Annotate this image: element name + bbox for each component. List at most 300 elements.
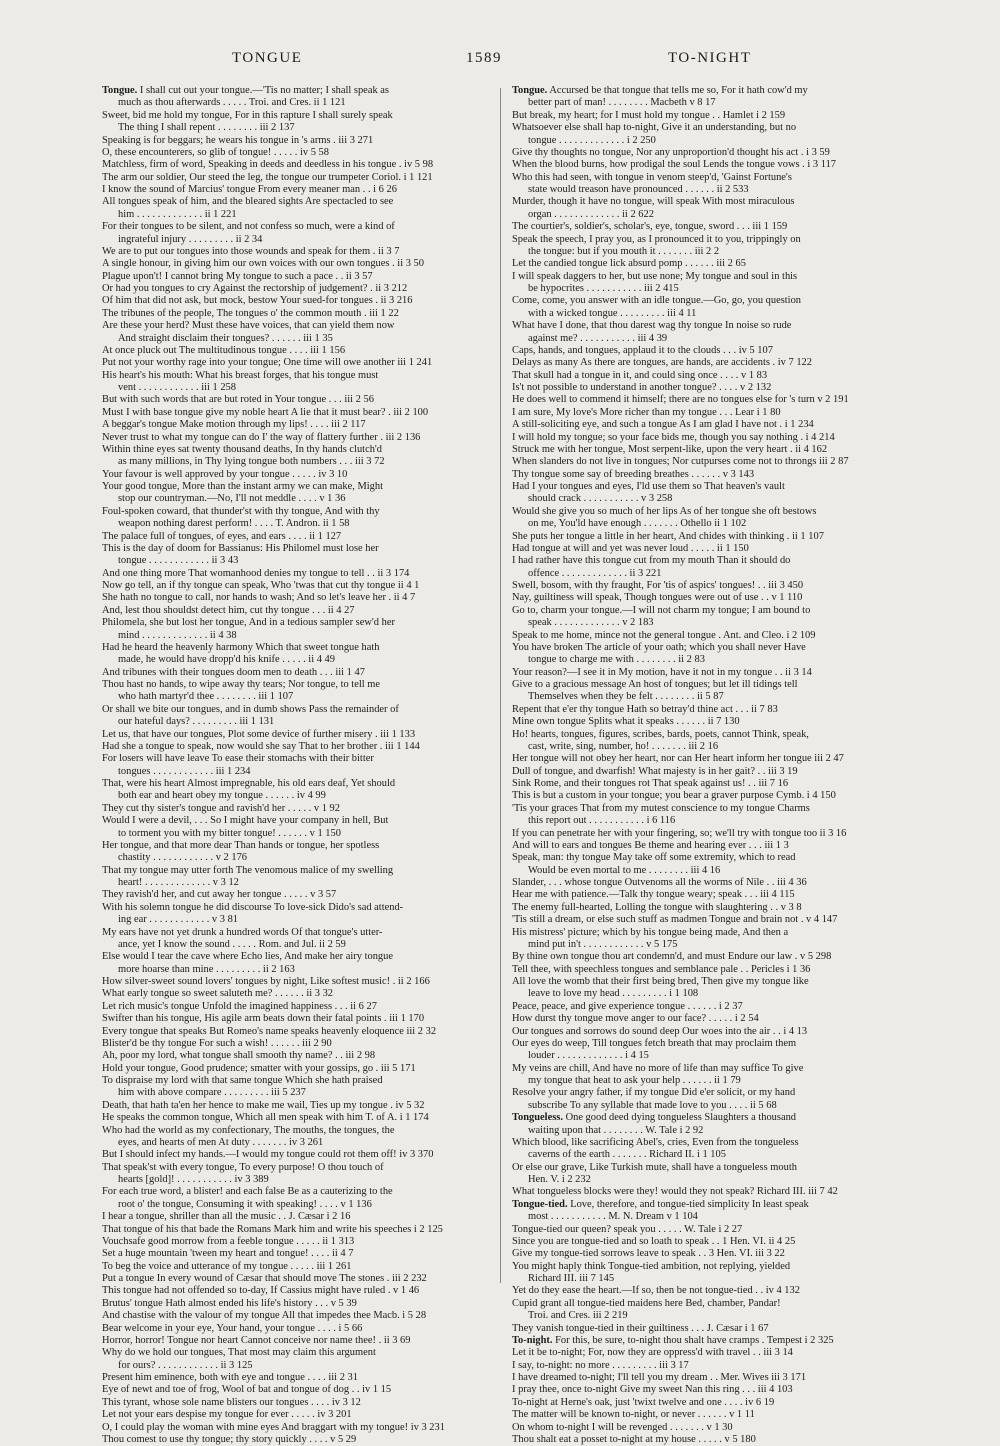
quotation-text: Struck me with her tongue, Most serpent-like, upon the very heart . ii 4 162 — [512, 443, 828, 455]
entry-line — [512, 766, 897, 778]
entry-line — [102, 1149, 487, 1161]
entry-line — [102, 1026, 487, 1038]
quotation-text: O, these encounterers, so glib of tongue! . . . . . iv 5 58 — [102, 146, 329, 158]
quotation-text: And straight disclaim their tongues? . . . . . . iii 1 35 — [118, 332, 333, 344]
entry-line — [512, 1323, 897, 1335]
quotation-text: Swifter than his tongue, His agile arm beats down their fatal points . iii 1 170 — [102, 1013, 425, 1025]
entry-line — [512, 1186, 897, 1198]
quotation-text: Give my tongue-tied sorrows leave to speak . . 3 Hen. VI. iii 3 22 — [512, 1248, 785, 1260]
entry-line — [102, 1137, 487, 1149]
entry-line — [102, 518, 487, 530]
entry-line — [512, 345, 897, 357]
entry-line — [512, 877, 897, 889]
quotation-text: Would I were a devil, . . . So I might have your company in hell, But — [102, 815, 389, 827]
quotation-text: Bear welcome in your eye, Your hand, your tongue . . . . i 5 66 — [102, 1322, 363, 1334]
quotation-text: Delays as many As there are tongues, are hands, are accidents . iv 7 122 — [512, 357, 812, 369]
quotation-text: Now go tell, an if thy tongue can speak, Who 'twas that cut thy tongue ii 4 1 — [102, 580, 420, 591]
entry-line — [102, 1372, 487, 1384]
quotation-text: Love, therefore, and tongue-tied simplicity In least speak — [570, 1198, 809, 1210]
quotation-text: tongue . . . . . . . . . . . . ii 3 43 — [118, 555, 239, 567]
quotation-text: The enemy full-hearted, Lolling the tongue with slaughtering . . v 3 8 — [512, 901, 802, 913]
entry-line — [102, 1261, 487, 1273]
quotation-text: Present him eminence, both with eye and tongue . . . . iii 2 31 — [102, 1372, 358, 1383]
quotation-text: Which blood, like sacrificing Abel's, cries, Even from the tongueless — [512, 1136, 799, 1148]
quotation-text: 'Tis still a dream, or else such stuff as madmen Tongue and brain not . v 4 147 — [512, 914, 838, 926]
headword: Tongue. — [512, 85, 548, 96]
quotation-text: That skull had a tongue in it, and could sing once . . . . v 1 83 — [512, 369, 768, 381]
entry-headword-line — [512, 1112, 897, 1124]
entry-line — [512, 1360, 897, 1372]
entry-line — [102, 1013, 487, 1025]
entry-line — [512, 1285, 897, 1297]
entry-line — [512, 642, 897, 654]
entry-line — [512, 1137, 897, 1149]
quotation-text: Had she a tongue to speak, now would she say That to her brother . iii 1 144 — [102, 740, 420, 752]
quotation-text: Give thy thoughts no tongue, Nor any unproportion'd thought his act . i 3 59 — [512, 146, 830, 158]
entry-line — [512, 147, 897, 159]
quotation-text: You have broken The article of your oath; which you shall never Have — [512, 641, 806, 653]
quotation-text: When slanders do not live in tongues; Nor cutpurses come not to throngs iii 2 87 — [512, 456, 849, 468]
quotation-text: made, he would have dropp'd his knife . . . . . ii 4 49 — [118, 654, 335, 666]
quotation-text: We are to put our tongues into those wounds and speak for them . ii 3 7 — [102, 245, 400, 257]
entry-line — [102, 1186, 487, 1198]
entry-line — [102, 543, 487, 555]
quotation-text: How durst thy tongue move anger to our face? . . . . . i 2 54 — [512, 1013, 759, 1025]
entry-line — [102, 345, 487, 357]
quotation-text: as many millions, in Thy lying tongue both numbers . . . iii 3 72 — [118, 456, 385, 468]
quotation-text: tongue . . . . . . . . . . . . . i 2 250 — [528, 134, 656, 146]
quotation-text: subscribe To any syllable that made love to you . . . . ii 5 68 — [528, 1099, 777, 1111]
quotation-text: Thou comest to use thy tongue; thy story quickly . . . . v 5 29 — [102, 1433, 357, 1445]
entry-line — [102, 382, 487, 394]
quotation-text: I say, to-night: no more . . . . . . . . . iii 3 17 — [512, 1359, 689, 1371]
entry-line — [102, 159, 487, 171]
entry-line — [102, 902, 487, 914]
entry-line — [512, 927, 897, 939]
entry-line — [102, 295, 487, 307]
entry-line — [102, 283, 487, 295]
entry-line — [512, 1310, 897, 1322]
quotation-text: For each true word, a blister! and each false Be as a cauterizing to the — [102, 1186, 393, 1198]
entry-line — [102, 1162, 487, 1174]
entry-line — [512, 1063, 897, 1075]
quotation-text: tongue to charge me with . . . . . . . . ii 2 83 — [528, 654, 705, 666]
quotation-text: And, lest thou shouldst detect him, cut thy tongue . . . ii 4 27 — [102, 604, 355, 616]
entry-line — [102, 617, 487, 629]
entry-line — [512, 246, 897, 258]
entry-line — [102, 308, 487, 320]
quotation-text: By thine own tongue thou art condemn'd, and must Endure our law . v 5 298 — [512, 951, 832, 963]
quotation-text: him with above compare . . . . . . . . . iii 5 237 — [118, 1087, 306, 1099]
entry-line — [102, 741, 487, 753]
quotation-text: Yet do they ease the heart.—If so, then be not tongue-tied . . iv 4 132 — [512, 1285, 800, 1297]
quotation-text: What have I done, that thou darest wag thy tongue In noise so rude — [512, 320, 792, 332]
quotation-text: I hear a tongue, shriller than all the music . . J. Cæsar i 2 16 — [102, 1211, 351, 1223]
quotation-text: The courtier's, soldier's, scholar's, eye, tongue, sword . . . iii 1 159 — [512, 221, 788, 233]
quotation-text: Let the candied tongue lick absurd pomp . . . . . . iii 2 65 — [512, 258, 746, 270]
quotation-text: cast, write, sing, number, ho! . . . . . . . iii 2 16 — [528, 740, 719, 752]
quotation-text: They cut thy sister's tongue and ravish'd her . . . . . v 1 92 — [102, 802, 340, 814]
quotation-text: If you can penetrate her with your fingering, so; we'll try with tongue too ii 3 16 — [512, 827, 847, 839]
quotation-text: stop our countryman.—No, I'll not meddle . . . . v 1 36 — [118, 493, 346, 505]
quotation-text: Eye of newt and toe of frog, Wool of bat and tongue of dog . . iv 1 15 — [102, 1384, 392, 1396]
quotation-text: Foul-spoken coward, that thunder'st with thy tongue, And with thy — [102, 505, 380, 517]
quotation-text: Hen. V. i 2 232 — [528, 1174, 591, 1185]
entry-line — [102, 221, 487, 233]
left-column — [102, 85, 487, 1446]
entry-line — [512, 135, 897, 147]
entry-line — [102, 1409, 487, 1421]
running-head-left: TONGUE — [232, 50, 303, 66]
entry-line — [102, 877, 487, 889]
quotation-text: much as thou afterwards . . . . . Troi. and Cres. ii 1 121 — [118, 97, 346, 109]
entry-line — [512, 1050, 897, 1062]
entry-line — [512, 803, 897, 815]
quotation-text: Blister'd be thy tongue For such a wish! . . . . . . iii 2 90 — [102, 1037, 332, 1049]
entry-line — [512, 506, 897, 518]
quotation-text: That speak'st with every tongue, To every purpose! O thou touch of — [102, 1161, 384, 1173]
headword: Tongue-tied. — [512, 1198, 568, 1210]
entry-line — [102, 580, 487, 592]
entry-line — [512, 1372, 897, 1384]
entry-line — [102, 704, 487, 716]
quotation-text: Your reason?—I see it in My motion, have it not in my tongue . . ii 3 14 — [512, 666, 812, 678]
entry-line — [102, 97, 487, 109]
entry-line — [512, 258, 897, 270]
entry-line — [512, 951, 897, 963]
quotation-text: My ears have not yet drunk a hundred words Of that tongue's utter- — [102, 926, 383, 938]
quotation-text: I am sure, My love's More richer than my tongue . . . Lear i 1 80 — [512, 406, 781, 418]
quotation-text: more hoarse than mine . . . . . . . . . ii 2 163 — [118, 963, 295, 975]
entry-line — [512, 815, 897, 827]
quotation-text: Themselves when they be felt . . . . . . . . ii 5 87 — [528, 691, 724, 703]
entry-line — [102, 889, 487, 901]
quotation-text: Must I with base tongue give my noble heart A lie that it must bear? . iii 2 100 — [102, 406, 429, 418]
quotation-text: Richard III. iii 7 145 — [528, 1273, 615, 1284]
quotation-text: Mine own tongue Splits what it speaks . . . . . . ii 7 130 — [512, 716, 740, 728]
entry-line — [102, 964, 487, 976]
entry-line — [512, 1026, 897, 1038]
running-head-right: TO-NIGHT — [668, 50, 752, 66]
entry-line — [512, 889, 897, 901]
quotation-text: Come, come, you answer with an idle tongue.—Go, go, you question — [512, 295, 802, 307]
entry-line — [102, 1248, 487, 1260]
entry-line — [102, 667, 487, 679]
entry-line — [512, 1125, 897, 1137]
quotation-text: His mistress' picture; which by his tongue being made, And then a — [512, 926, 789, 938]
quotation-text: Our eyes do weep, Till tongues fetch breath that may proclaim them — [512, 1037, 797, 1049]
entry-line — [102, 135, 487, 147]
quotation-text: Troi. and Cres. iii 2 219 — [528, 1310, 628, 1322]
quotation-text: To dispraise my lord with that same tongue Which she hath praised — [102, 1075, 383, 1086]
quotation-text: And one thing more That womanhood denies my tongue to tell . . ii 3 174 — [102, 567, 410, 579]
entry-line — [102, 1273, 487, 1285]
quotation-text: to torment you with my bitter tongue! . . . . . . v 1 150 — [118, 827, 341, 839]
quotation-text: One good deed dying tongueless Slaughters a thousand — [565, 1112, 797, 1124]
quotation-text: waiting upon that . . . . . . . . W. Tale i 2 92 — [528, 1124, 704, 1136]
entry-line — [102, 716, 487, 728]
quotation-text: chastity . . . . . . . . . . . . v 2 176 — [118, 852, 248, 864]
quotation-text: Put a tongue In every wound of Cæsar that should move The stones . iii 2 232 — [102, 1273, 427, 1284]
quotation-text: Whatsoever else shall hap to-night, Give it an understanding, but no — [512, 122, 797, 134]
quotation-text: Let not your ears despise my tongue for ever . . . . . iv 3 201 — [102, 1409, 352, 1421]
entry-line — [512, 394, 897, 406]
quotation-text: The thing I shall repent . . . . . . . . iii 2 137 — [118, 122, 295, 134]
entry-line — [512, 605, 897, 617]
quotation-text: Sink Rome, and their tongues rot That speak against us! . . iii 7 16 — [512, 778, 789, 789]
quotation-text: This is but a custom in your tongue; you bear a graver purpose Cymb. i 4 150 — [512, 790, 836, 802]
entry-line — [512, 110, 897, 122]
entry-line — [512, 988, 897, 1000]
quotation-text: Else would I tear the cave where Echo lies, And make her airy tongue — [102, 951, 393, 963]
entry-line — [102, 1236, 487, 1248]
quotation-text: That, were his heart Almost impregnable, his old ears deaf, Yet should — [102, 778, 396, 789]
quotation-text: eyes, and hearts of men At duty . . . . . . . iv 3 261 — [118, 1136, 324, 1148]
entry-line — [512, 914, 897, 926]
quotation-text: How silver-sweet sound lovers' tongues by night, Like softest music! . ii 2 166 — [102, 976, 430, 987]
quotation-text: I will hold my tongue; so your face bids me, though you say nothing . i 4 214 — [512, 431, 835, 443]
entry-line — [512, 1174, 897, 1186]
entry-line — [102, 1360, 487, 1372]
quotation-text: Murder, though it have no tongue, will speak With most miraculous — [512, 196, 795, 208]
quotation-text: ance, yet I know the sound . . . . . Rom. and Jul. ii 2 59 — [118, 938, 346, 950]
entry-line — [102, 1112, 487, 1124]
entry-line — [102, 1323, 487, 1335]
quotation-text: Never trust to what my tongue can do I' the way of flattery further . iii 2 136 — [102, 431, 421, 443]
entry-line — [512, 741, 897, 753]
quotation-text: ingrateful injury . . . . . . . . . ii 2 34 — [118, 233, 263, 245]
entry-line — [102, 432, 487, 444]
entry-line — [102, 840, 487, 852]
quotation-text: Or else our grave, Like Turkish mute, shall have a tongueless mouth — [512, 1161, 797, 1173]
quotation-text: Who this had seen, with tongue in venom steep'd, 'Gainst Fortune's — [512, 171, 792, 183]
entry-line — [512, 518, 897, 530]
entry-line — [512, 357, 897, 369]
entry-line — [512, 1224, 897, 1236]
entry-line — [102, 1174, 487, 1186]
quotation-text: against me? . . . . . . . . . . . iii 4 39 — [528, 332, 668, 344]
quotation-text: Or had you tongues to cry Against the rectorship of judgement? . ii 3 212 — [102, 283, 408, 294]
quotation-text: vent . . . . . . . . . . . . iii 1 258 — [118, 382, 236, 393]
entry-line — [512, 976, 897, 988]
quotation-text: All tongues speak of him, and the bleared sights Are spectacled to see — [102, 196, 394, 208]
quotation-text: I shall cut out your tongue.—'Tis no matter; I shall speak as — [139, 85, 389, 96]
quotation-text: Plague upon't! I cannot bring My tongue to such a pace . . ii 3 57 — [102, 270, 373, 282]
entry-line — [102, 172, 487, 184]
quotation-text: To-night at Herne's oak, just 'twixt twelve and one . . . . iv 6 19 — [512, 1396, 775, 1408]
entry-line — [102, 196, 487, 208]
quotation-text: Let us, that have our tongues, Plot some device of further misery . iii 1 133 — [102, 728, 416, 740]
quotation-text: Sweet, bid me hold my tongue, For in this rapture I shall surely speak — [102, 109, 393, 121]
quotation-text: O, I could play the woman with mine eyes And braggart with my tongue! iv 3 231 — [102, 1421, 445, 1433]
quotation-text: Every tongue that speaks But Romeo's name speaks heavenly eloquence iii 2 32 — [102, 1025, 437, 1037]
entry-line — [512, 790, 897, 802]
entry-line — [102, 1100, 487, 1112]
quotation-text: But break, my heart; for I must hold my tongue . . Hamlet i 2 159 — [512, 109, 786, 121]
quotation-text: A beggar's tongue Make motion through my lips! . . . . iii 2 117 — [102, 419, 366, 431]
entry-line — [512, 840, 897, 852]
entry-line — [512, 97, 897, 109]
quotation-text: hearts [gold]! . . . . . . . . . . . iv 3 389 — [118, 1174, 269, 1185]
entry-line — [512, 1100, 897, 1112]
quotation-text: Peace, peace, and give experience tongue . . . . . . i 2 37 — [512, 1000, 743, 1012]
entry-line — [512, 1261, 897, 1273]
entry-line — [102, 444, 487, 456]
quotation-text: On whom to-night I will be revenged . . . . . . . v 1 30 — [512, 1421, 733, 1433]
entry-line — [102, 234, 487, 246]
quotation-text: Accursed be that tongue that tells me so, For it hath cow'd my — [549, 85, 808, 96]
quotation-text: tongues . . . . . . . . . . . . iii 1 234 — [118, 765, 251, 777]
entry-line — [512, 1384, 897, 1396]
entry-line — [102, 1384, 487, 1396]
quotation-text: mind put in't . . . . . . . . . . . . v 5 175 — [528, 938, 678, 950]
entry-line — [102, 976, 487, 988]
entry-line — [102, 592, 487, 604]
entry-line — [102, 1347, 487, 1359]
entry-line — [102, 1038, 487, 1050]
quotation-text: on me, You'ld have enough . . . . . . . Othello ii 1 102 — [528, 518, 747, 530]
quotation-text: Since you are tongue-tied and so loath to speak . . 1 Hen. VI. ii 4 25 — [512, 1235, 796, 1247]
quotation-text: And tribunes with their tongues doom men to death . . . iii 1 47 — [102, 666, 365, 678]
quotation-text: Her tongue will not obey her heart, nor can Her heart inform her tongue iii 2 47 — [512, 753, 844, 765]
entry-line — [512, 654, 897, 666]
entry-line — [102, 493, 487, 505]
quotation-text: Nay, guiltiness will speak, Though tongues were out of use . . v 1 110 — [512, 592, 803, 604]
quotation-text: Within thine eyes sat twenty thousand deaths, In thy hands clutch'd — [102, 443, 383, 455]
quotation-text: He speaks the common tongue, Which all men speak with him T. of A. i 1 174 — [102, 1112, 429, 1124]
entry-line — [512, 295, 897, 307]
entry-line — [512, 543, 897, 555]
entry-line — [512, 407, 897, 419]
entry-line — [512, 370, 897, 382]
entry-line — [102, 506, 487, 518]
entry-line — [512, 1409, 897, 1421]
quotation-text: Tongue-tied our queen? speak you . . . . . W. Tale i 2 27 — [512, 1223, 743, 1235]
quotation-text: That my tongue may utter forth The venomous malice of my swelling — [102, 864, 394, 876]
quotation-text: He does well to commend it himself; there are no tongues else for 's turn v 2 191 — [512, 394, 849, 406]
entry-line — [512, 1013, 897, 1025]
quotation-text: louder . . . . . . . . . . . . . i 4 15 — [528, 1050, 649, 1062]
entry-line — [512, 592, 897, 604]
entry-line — [512, 333, 897, 345]
entry-line — [512, 1422, 897, 1434]
quotation-text: Would she give you so much of her lips As of her tongue she oft bestows — [512, 505, 817, 517]
entry-line — [512, 753, 897, 765]
entry-line — [102, 679, 487, 691]
entry-line — [102, 333, 487, 345]
quotation-text: both ear and heart obey my tongue . . . . . . iv 4 99 — [118, 790, 326, 802]
entry-line — [102, 258, 487, 270]
quotation-text: Why do we hold our tongues, That most may claim this argument — [102, 1347, 376, 1359]
quotation-text: leave to love my head . . . . . . . . . i 1 108 — [528, 988, 699, 1000]
entry-line — [512, 283, 897, 295]
entry-line — [512, 1149, 897, 1161]
entry-line — [102, 147, 487, 159]
entry-line — [512, 555, 897, 567]
entry-line — [512, 679, 897, 691]
entry-line — [512, 1347, 897, 1359]
entry-line — [102, 729, 487, 741]
quotation-text: Thy tongue some say of breeding breathes . . . . . . v 3 143 — [512, 468, 755, 480]
quotation-text: For this, be sure, to-night thou shalt have cramps . Tempest i 2 325 — [555, 1334, 834, 1346]
entry-line — [102, 1199, 487, 1211]
quotation-text: Hear me with patience.—Talk thy tongue weary; speak . . . iii 4 115 — [512, 889, 795, 901]
entry-line — [512, 184, 897, 196]
quotation-text: She puts her tongue a little in her heart, And chides with thinking . ii 1 107 — [512, 530, 824, 542]
entry-line — [102, 1310, 487, 1322]
entry-line — [512, 221, 897, 233]
quotation-text: be hypocrites . . . . . . . . . . . iii 2 415 — [528, 283, 679, 294]
quotation-text: For losers will have leave To ease their stomachs with their bitter — [102, 753, 374, 765]
quotation-text: The arm our soldier, Our steed the leg, the tongue our trumpeter Coriol. i 1 121 — [102, 171, 433, 183]
entry-line — [102, 766, 487, 778]
entry-line — [512, 1001, 897, 1013]
entry-headword-line — [512, 1335, 897, 1347]
quotation-text: Her tongue, and that more dear Than hands or tongue, her spotless — [102, 839, 380, 851]
entry-line — [102, 419, 487, 431]
entry-line — [512, 308, 897, 320]
quotation-text: Repent that e'er thy tongue Hath so betray'd thine act . . . ii 7 83 — [512, 703, 778, 715]
quotation-text: When the blood burns, how prodigal the soul Lends the tongue vows . i 3 117 — [512, 159, 837, 171]
quotation-text: All love the womb that their first being bred, Then give my tongue like — [512, 976, 809, 987]
entry-line — [512, 630, 897, 642]
entry-line — [102, 691, 487, 703]
entry-line — [102, 1087, 487, 1099]
entry-headword-line — [512, 1199, 897, 1211]
entry-line — [102, 469, 487, 481]
quotation-text: with a wicked tongue . . . . . . . . . iii 4 11 — [528, 307, 697, 319]
entry-line — [512, 432, 897, 444]
quotation-text: Tell thee, with speechless tongues and semblance pale . . Pericles i 1 36 — [512, 963, 811, 975]
quotation-text: Are these your herd? Must these have voices, that can yield them now — [102, 320, 395, 332]
headword: To-night. — [512, 1334, 553, 1346]
entry-line — [102, 271, 487, 283]
entry-line — [102, 320, 487, 332]
quotation-text: Let rich music's tongue Unfold the imagined happiness . . . ii 6 27 — [102, 1000, 377, 1012]
entry-line — [102, 184, 487, 196]
entry-line — [102, 531, 487, 543]
quotation-text: To beg the voice and utterance of my tongue . . . . . iii 1 261 — [102, 1260, 352, 1272]
quotation-text: Speak the speech, I pray you, as I pronounced it to you, trippingly on — [512, 233, 801, 245]
quotation-text: The tribunes of the people, The tongues o' the common mouth . iii 1 22 — [102, 307, 399, 319]
quotation-text: What early tongue so sweet saluteth me? . . . . . . ii 3 32 — [102, 988, 334, 1000]
quotation-text: Caps, hands, and tongues, applaud it to the clouds . . . iv 5 107 — [512, 344, 773, 356]
entry-line — [102, 568, 487, 580]
quotation-text: Thou hast no hands, to wipe away thy tears; Nor tongue, to tell me — [102, 679, 380, 690]
entry-line — [512, 122, 897, 134]
entry-line — [512, 196, 897, 208]
entry-line — [512, 580, 897, 592]
quotation-text: Speak, man: thy tongue May take off some extremity, which to read — [512, 852, 796, 864]
entry-line — [512, 778, 897, 790]
entry-line — [512, 667, 897, 679]
entry-line — [102, 753, 487, 765]
quotation-text: Set a huge mountain 'tween my heart and tongue! . . . . ii 4 7 — [102, 1248, 354, 1260]
quotation-text: the tongue: but if you mouth it . . . . . . . iii 2 2 — [528, 245, 720, 257]
entry-line — [512, 531, 897, 543]
entry-line — [512, 469, 897, 481]
entry-line — [512, 456, 897, 468]
quotation-text: Would be even mortal to me . . . . . . . . iii 4 16 — [528, 864, 721, 876]
quotation-text: What tongueless blocks were they! would they not speak? Richard III. iii 7 42 — [512, 1186, 838, 1198]
entry-line — [512, 902, 897, 914]
entry-line — [102, 790, 487, 802]
entry-line — [102, 642, 487, 654]
quotation-text: 'Tis your graces That from my mutest conscience to my tongue Charms — [512, 802, 810, 814]
entry-line — [512, 271, 897, 283]
quotation-text: Hold your tongue, Good prudence; smatter with your gossips, go . iii 5 171 — [102, 1062, 416, 1074]
entry-line — [512, 964, 897, 976]
